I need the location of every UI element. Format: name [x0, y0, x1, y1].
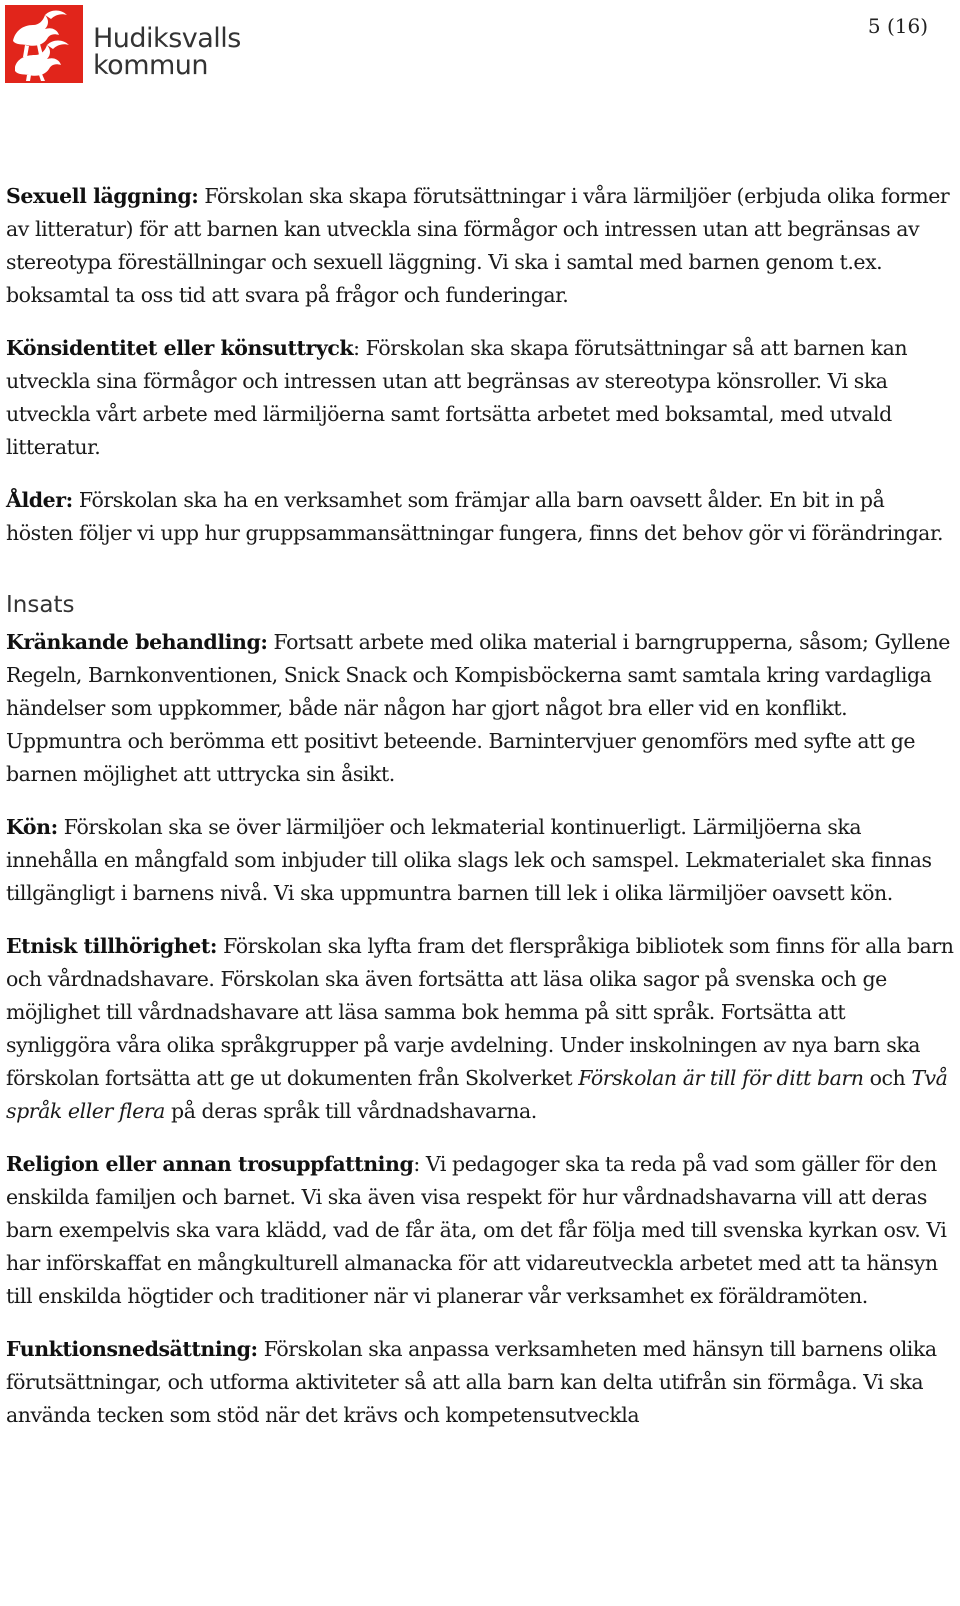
paragraph-disability	[6, 1333, 954, 1432]
hudiksvall-goat-crest-icon	[5, 5, 83, 83]
paragraph-ethnicity	[6, 930, 954, 1128]
paragraph-text: på deras språk till vårdnadshavarna.	[164, 1099, 537, 1123]
paragraph-text: Förskolan ska skapa förutsättningar i våra lärmiljöer (erbjuda olika former av litteratur) för att barnen kan utveckla sina förmågor och intressen utan att begränsas av stereotypa föreställningar och sexuell läggning. Vi ska i samtal med barnen genom t.ex. boksamtal ta oss tid att svara på frågor och funderingar.	[6, 184, 950, 307]
document-title-italic: Två språk eller flera	[6, 1066, 948, 1123]
paragraph-title: Sexuell läggning:	[6, 184, 199, 208]
paragraph-title: Kön:	[6, 815, 58, 839]
page-number: 5 (16)	[867, 14, 928, 38]
paragraph-religion	[6, 1148, 954, 1313]
paragraph-text: : Förskolan ska skapa förutsättningar så att barnen kan utveckla sina förmågor och intressen utan att begränsas av stereotypa könsroller. Vi ska utveckla vårt arbete med lärmiljöerna samt fortsätta arbetet med boksamtal, med utvald litteratur.	[6, 336, 908, 459]
document-title-italic: Förskolan är till för ditt barn	[578, 1066, 864, 1090]
paragraph-text: Förskolan ska ha en verksamhet som främjar alla barn oavsett ålder. En bit in på hösten följer vi upp hur gruppsammansättningar fungera, finns det behov gör vi förändringar.	[6, 488, 944, 545]
logo-wordmark	[93, 25, 241, 79]
paragraph-title: Könsidentitet eller könsuttryck	[6, 336, 354, 360]
paragraph-text: : Vi pedagoger ska ta reda på vad som gäller för den enskilda familjen och barnet. Vi ska även visa respekt för hur vårdnadshavarna vill att deras barn exempelvis ska vara klädd, vad de får äta, om det får följa med till svenska kyrkan osv. Vi har införskaffat en mångkulturell almanacka för att vidareutveckla arbetet med att ta hänsyn till enskilda högtider och traditioner när vi planerar vår verksamhet ex föräldramöten.	[6, 1152, 947, 1308]
paragraph-text: Fortsatt arbete med olika material i barngrupperna, såsom; Gyllene Regeln, Barnkonventionen, Snick Snack och Kompisböckerna samt samtala kring vardagliga händelser som uppkommer, både när någon har gjort något bra eller vid en konflikt. Uppmuntra och berömma ett positivt beteende. Barnintervjuer genomförs med syfte att ge barnen möjlighet att uttrycka sin åsikt.	[6, 630, 950, 786]
paragraph-title: Ålder:	[6, 488, 73, 512]
paragraph-title: Kränkande behandling:	[6, 630, 268, 654]
document-body	[6, 180, 954, 1452]
paragraph-title: Etnisk tillhörighet:	[6, 934, 217, 958]
paragraph-text: och	[863, 1066, 912, 1090]
paragraph-text: Förskolan ska anpassa verksamheten med hänsyn till barnens olika förutsättningar, och utforma aktiviteter så att alla barn kan delta utifrån sin förmåga. Vi ska använda tecken som stöd när det krävs och kompetensutveckla	[6, 1337, 937, 1427]
logo-line-2: kommun	[93, 50, 209, 81]
paragraph-sexual-orientation	[6, 180, 954, 312]
paragraph-gender	[6, 811, 954, 910]
section-heading: Insats	[6, 592, 75, 618]
paragraph-text: Förskolan ska se över lärmiljöer och lekmaterial kontinuerligt. Lärmiljöerna ska innehålla en mångfald som inbjuder till olika slags lek och samspel. Lekmaterialet ska finnas tillgängligt i barnens nivå. Vi ska uppmuntra barnen till lek i olika lärmiljöer oavsett kön.	[6, 815, 932, 905]
paragraph-age	[6, 484, 954, 550]
paragraph-text: Förskolan ska lyfta fram det flerspråkiga bibliotek som finns för alla barn och vårdnadshavare. Förskolan ska även fortsätta att läsa olika sagor på svenska och ge möjlighet till vårdnadshavare att läsa samma bok hemma på sitt språk. Fortsätta att synliggöra våra olika språkgrupper på varje avdelning. Under inskolningen av nya barn ska förskolan fortsätta att ge ut dokumenten från Skolverket	[6, 934, 954, 1090]
paragraph-title: Religion eller annan trosuppfattning	[6, 1152, 414, 1176]
paragraph-abusive-treatment	[6, 626, 954, 791]
municipality-logo	[5, 5, 250, 83]
logo-line-1: Hudiksvalls	[93, 23, 241, 54]
paragraph-title: Funktionsnedsättning:	[6, 1337, 258, 1361]
paragraph-gender-identity	[6, 332, 954, 464]
